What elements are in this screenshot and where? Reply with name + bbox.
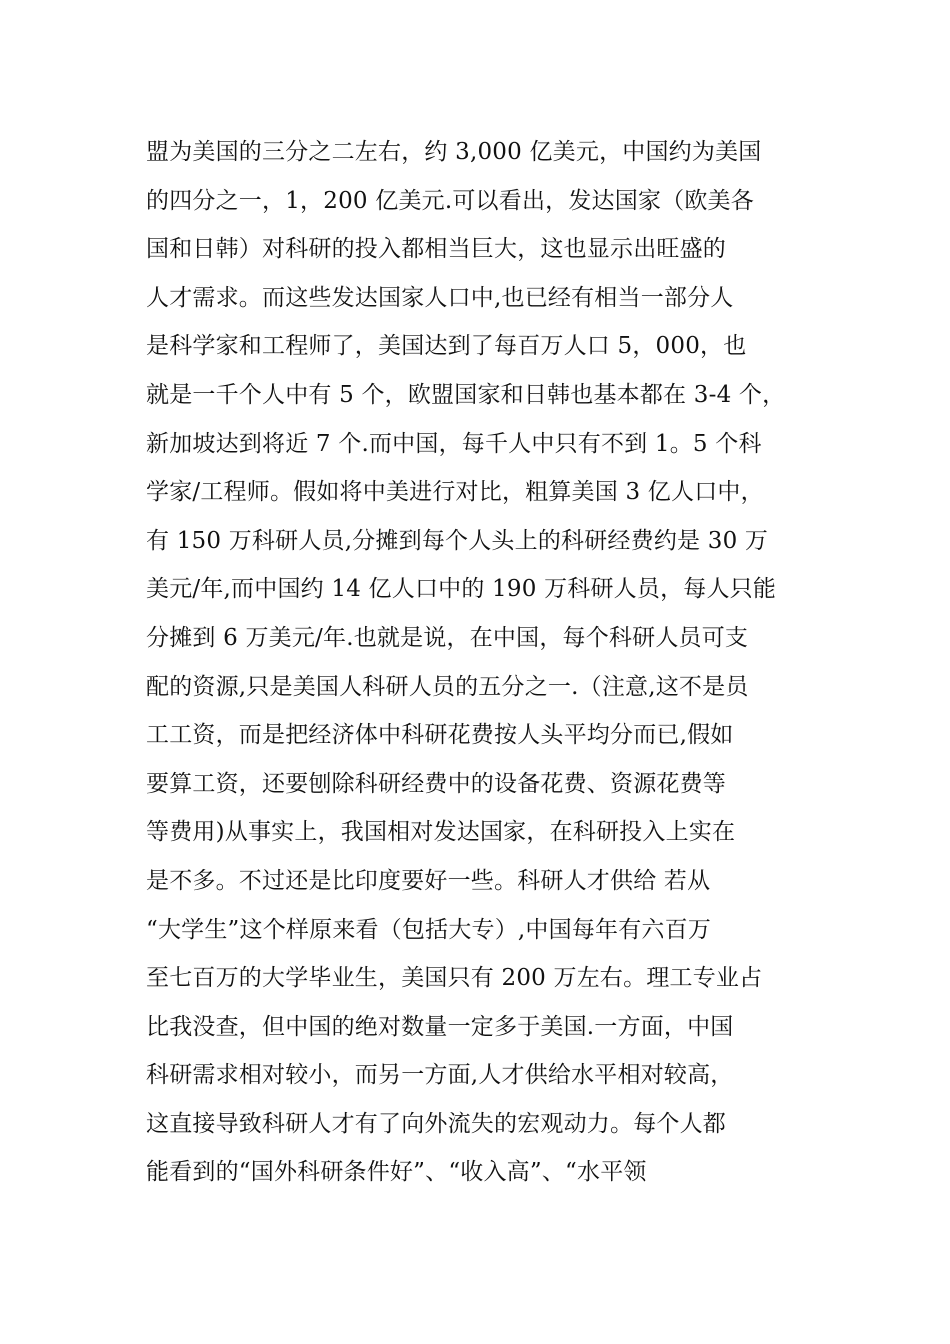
text-line: 就是一千个人中有 5 个，欧盟国家和日韩也基本都在 3-4 个，: [146, 381, 786, 408]
text-line: 能看到的“国外科研条件好”、“收入高”、“水平领: [146, 1159, 647, 1186]
text-line: 是科学家和工程师了，美国达到了每百万人口 5，000，也: [146, 333, 747, 360]
text-line: 是不多。不过还是比印度要好一些。科研人才供给 若从: [146, 867, 711, 894]
text-line: 这直接导致科研人才有了向外流失的宏观动力。每个人都: [146, 1110, 726, 1137]
text-line: 比我没查，但中国的绝对数量一定多于美国.一方面，中国: [146, 1013, 734, 1040]
body-paragraph: [146, 128, 846, 1197]
text-line: 科研需求相对较小，而另一方面,人才供给水平相对较高，: [146, 1062, 734, 1089]
text-line: 配的资源,只是美国人科研人员的五分之一.（注意,这不是员: [146, 673, 749, 700]
text-line: 盟为美国的三分之二左右，约 3,000 亿美元，中国约为美国: [146, 139, 762, 165]
text-line: 有 150 万科研人员,分摊到每个人头上的科研经费约是 30 万: [146, 527, 769, 554]
text-line: 人才需求。而这些发达国家人口中,也已经有相当一部分人: [146, 284, 734, 311]
text-line: 工工资，而是把经济体中科研花费按人头平均分而已,假如: [146, 722, 734, 749]
text-line: 分摊到 6 万美元/年.也就是说，在中国，每个科研人员可支: [146, 624, 749, 651]
text-line: 美元/年,而中国约 14 亿人口中的 190 万科研人员，每人只能: [146, 576, 777, 603]
text-line: 国和日韩）对科研的投入都相当巨大，这也显示出旺盛的: [146, 236, 726, 263]
text-line: 要算工资，还要刨除科研经费中的设备花费、资源花费等: [146, 770, 726, 797]
text-line: 学家/工程师。假如将中美进行对比，粗算美国 3 亿人口中，: [146, 479, 764, 506]
text-line: 的四分之一，1，200 亿美元.可以看出，发达国家（欧美各: [146, 187, 754, 214]
text-line: 至七百万的大学毕业生，美国只有 200 万左右。理工专业占: [146, 965, 763, 992]
text-line: 等费用)从事实上，我国相对发达国家，在科研投入上实在: [146, 819, 736, 846]
text-line: 新加坡达到将近 7 个.而中国，每千人中只有不到 1。5 个科: [146, 430, 762, 457]
text-line: “大学生”这个样原来看（包括大专）,中国每年有六百万: [146, 916, 712, 943]
